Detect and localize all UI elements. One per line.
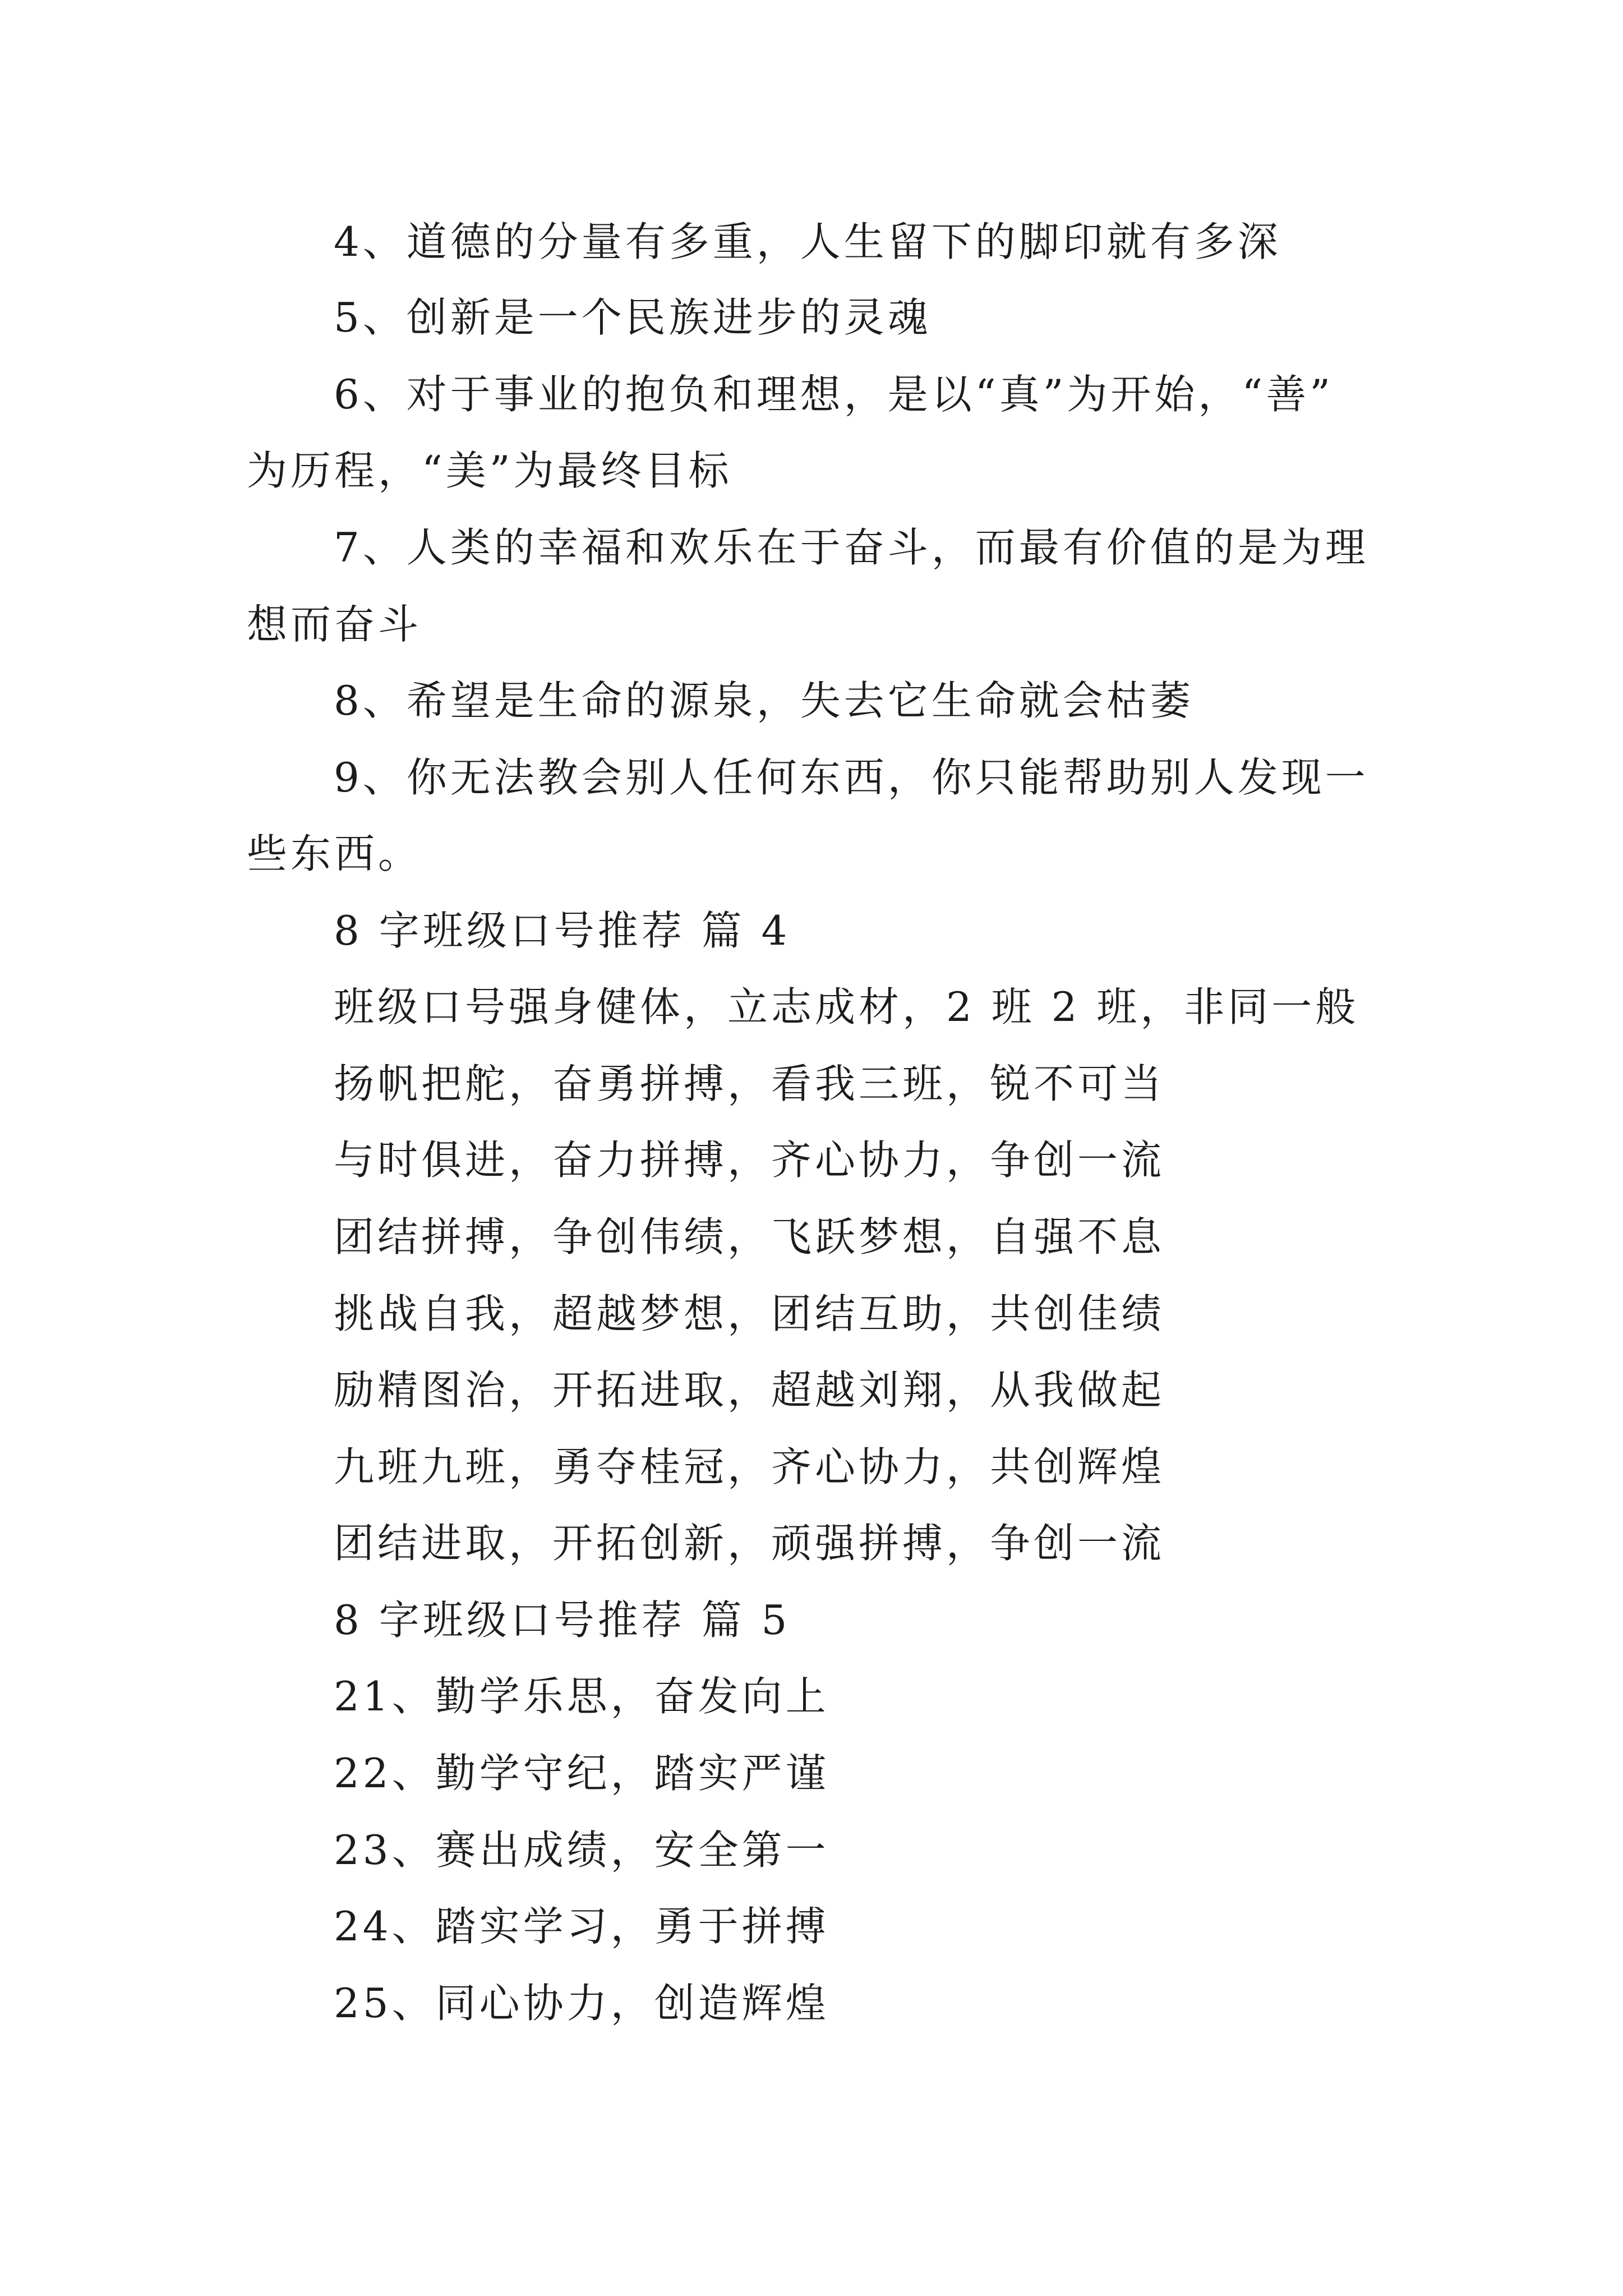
quote-line-6: 6、对于事业的抱负和理想，是以“真”为开始，“善” <box>334 371 1334 418</box>
section-5-heading: 8 字班级口号推荐 篇 5 <box>334 1596 791 1644</box>
slogan-line: 24、踏实学习，勇于拼搏 <box>334 1903 829 1950</box>
quote-line-8: 8、希望是生命的源泉，失去它生命就会枯萎 <box>334 677 1194 724</box>
section-4-heading: 8 字班级口号推荐 篇 4 <box>334 907 791 954</box>
slogan-line: 九班九班，勇夺桂冠，齐心协力，共创辉煌 <box>334 1443 1165 1490</box>
slogan-line: 励精图治，开拓进取，超越刘翔，从我做起 <box>334 1366 1165 1414</box>
slogan-line: 23、赛出成绩，安全第一 <box>334 1826 829 1874</box>
slogan-line: 团结进取，开拓创新，顽强拼搏，争创一流 <box>334 1520 1165 1567</box>
quote-line-5: 5、创新是一个民族进步的灵魂 <box>334 294 932 341</box>
slogan-line: 22、勤学守纪，踏实严谨 <box>334 1750 829 1797</box>
slogan-line: 21、勤学乐思，奋发向上 <box>334 1673 829 1720</box>
slogan-line: 团结拼搏，争创伟绩，飞跃梦想，自强不息 <box>334 1213 1165 1260</box>
slogan-line: 扬帆把舵，奋勇拼搏，看我三班，锐不可当 <box>334 1060 1165 1107</box>
quote-line-9-continued: 些东西。 <box>247 830 422 877</box>
slogan-line: 班级口号强身健体，立志成材，2 班 2 班，非同一般 <box>334 983 1359 1030</box>
quote-line-9: 9、你无法教会别人任何东西，你只能帮助别人发现一 <box>334 754 1369 801</box>
quote-line-7-continued: 想而奋斗 <box>247 601 422 648</box>
slogan-line: 与时俱进，奋力拼搏，齐心协力，争创一流 <box>334 1137 1165 1184</box>
quote-line-7: 7、人类的幸福和欢乐在于奋斗，而最有价值的是为理 <box>334 524 1369 571</box>
slogan-line: 25、同心协力，创造辉煌 <box>334 1980 829 2027</box>
quote-line-4: 4、道德的分量有多重，人生留下的脚印就有多深 <box>334 218 1281 265</box>
slogan-line: 挑战自我，超越梦想，团结互助，共创佳绩 <box>334 1290 1165 1337</box>
quote-line-6-continued: 为历程，“美”为最终目标 <box>247 447 732 494</box>
